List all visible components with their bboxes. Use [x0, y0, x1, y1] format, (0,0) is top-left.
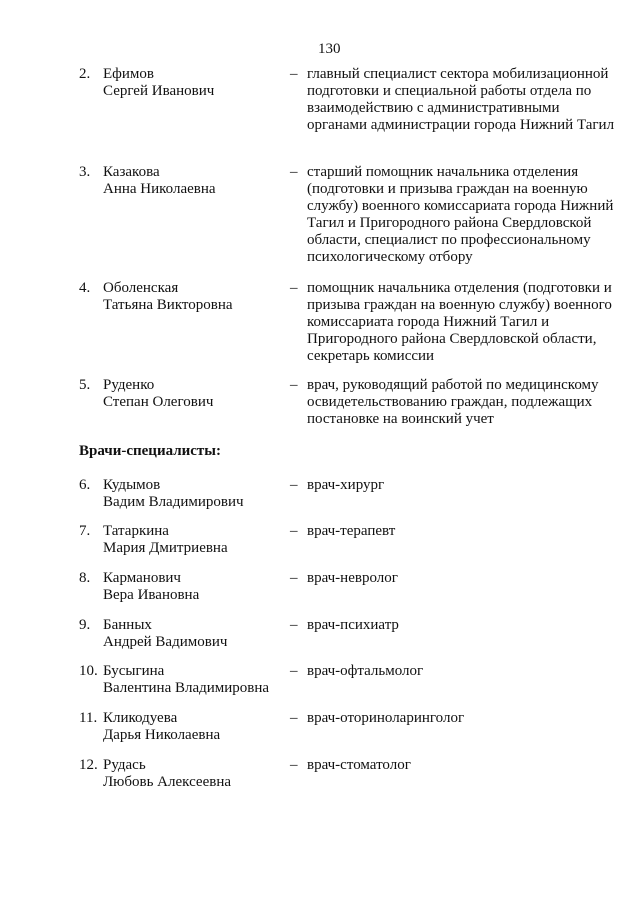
role-description: врач-стоматолог	[307, 757, 411, 773]
item-number: 12.	[79, 757, 98, 773]
role-description: врач-офтальмолог	[307, 663, 424, 679]
role-description: старший помощник начальника отделения (подготовки и призыва граждан на военную службу) военного комиссариата города Нижний Тагил и Пригородного района Свердловской области, специалист по профессиональному психологическому отбору	[307, 164, 614, 265]
person-name	[103, 280, 233, 314]
dash: –	[290, 617, 298, 633]
dash: –	[290, 523, 298, 539]
surname: Кудымов	[103, 477, 161, 493]
surname: Рудась	[103, 757, 146, 773]
dash: –	[290, 377, 298, 393]
surname: Руденко	[103, 377, 155, 393]
surname: Бусыгина	[103, 663, 165, 679]
dash: –	[290, 757, 298, 773]
given-names: Вера Ивановна	[103, 587, 200, 603]
dash: –	[290, 710, 298, 726]
role-description: врач-психиатр	[307, 617, 399, 633]
given-names: Дарья Николаевна	[103, 727, 221, 743]
person-name	[103, 757, 231, 791]
dash: –	[290, 164, 298, 180]
surname: Банных	[103, 617, 152, 633]
item-number: 11.	[79, 710, 98, 726]
surname: Карманович	[103, 570, 181, 586]
given-names: Любовь Алексеевна	[103, 774, 231, 790]
role-description: главный специалист сектора мобилизационной подготовки и специальной работы отдела по взаимодействию с административными органами администрации города Нижний Тагил	[307, 66, 615, 133]
person-name	[103, 617, 227, 651]
surname: Казакова	[103, 164, 160, 180]
given-names: Степан Олегович	[103, 394, 214, 410]
dash: –	[290, 570, 298, 586]
surname: Татаркина	[103, 523, 169, 539]
item-number: 5.	[79, 377, 91, 393]
role-description: помощник начальника отделения (подготовки и призыва граждан на военную службу) военного комиссариата города Нижний Тагил и Пригородного района Свердловской области, секретарь комиссии	[307, 280, 612, 364]
given-names: Анна Николаевна	[103, 181, 216, 197]
given-names: Валентина Владимировна	[103, 680, 270, 696]
role-description: врач-оториноларинголог	[307, 710, 465, 726]
surname: Оболенская	[103, 280, 179, 296]
person-name	[103, 377, 213, 411]
surname: Ефимов	[103, 66, 154, 82]
item-number: 6.	[79, 477, 91, 493]
role-description: врач-терапевт	[307, 523, 396, 539]
dash: –	[290, 663, 298, 679]
page-number: 130	[318, 41, 341, 57]
person-name	[103, 164, 216, 198]
dash: –	[290, 280, 298, 296]
role-description: врач-невролог	[307, 570, 398, 586]
section-heading: Врачи-специалисты:	[79, 443, 222, 459]
item-number: 3.	[79, 164, 91, 180]
person-name	[103, 663, 269, 697]
item-number: 10.	[79, 663, 98, 679]
dash: –	[290, 66, 298, 82]
given-names: Сергей Иванович	[103, 83, 215, 99]
surname: Кликодуева	[103, 710, 178, 726]
role-description: врач-хирург	[307, 477, 385, 493]
item-number: 9.	[79, 617, 91, 633]
role-description: врач, руководящий работой по медицинскому освидетельствованию граждан, подлежащих постановке на воинский учет	[307, 377, 599, 427]
dash: –	[290, 477, 298, 493]
given-names: Татьяна Викторовна	[103, 297, 233, 313]
person-name	[103, 570, 199, 604]
item-number: 4.	[79, 280, 91, 296]
person-name	[103, 523, 228, 557]
given-names: Андрей Вадимович	[103, 634, 228, 650]
item-number: 2.	[79, 66, 91, 82]
person-name	[103, 66, 214, 100]
given-names: Мария Дмитриевна	[103, 540, 228, 556]
given-names: Вадим Владимирович	[103, 494, 244, 510]
item-number: 8.	[79, 570, 91, 586]
person-name	[103, 710, 220, 744]
person-name	[103, 477, 244, 511]
item-number: 7.	[79, 523, 91, 539]
